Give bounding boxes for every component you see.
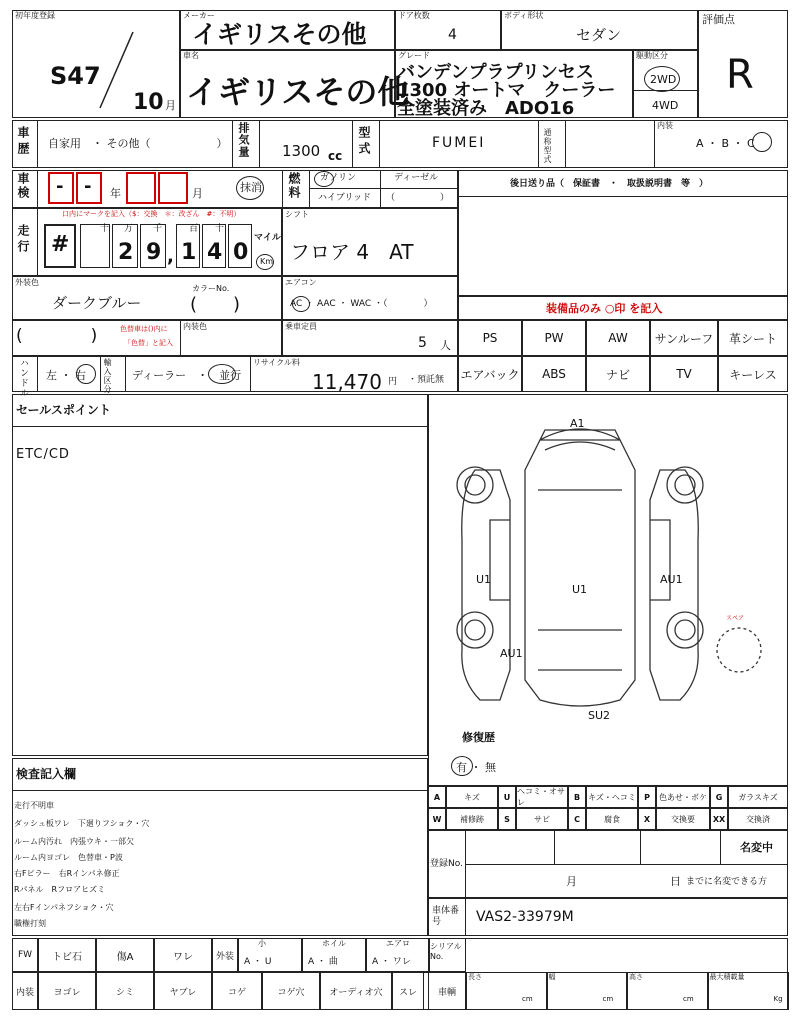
equip-item: ナビ bbox=[586, 356, 650, 392]
grade-label: グレード bbox=[398, 51, 430, 60]
fuel-gas: ガソリン bbox=[320, 173, 357, 183]
first-reg-month: 10 bbox=[133, 90, 164, 115]
color-no-label: カラーNo. bbox=[192, 284, 230, 293]
color-label: 外装色 bbox=[15, 278, 39, 287]
diag-a1: A1 bbox=[570, 417, 585, 430]
mileage-km: Km bbox=[260, 257, 274, 266]
capacity-unit: 人 bbox=[440, 339, 451, 352]
recycle-label: リサイクル料 bbox=[253, 358, 300, 367]
displacement-value: 1300 bbox=[282, 142, 321, 160]
equip-item: TV bbox=[650, 356, 718, 392]
diag-spare: スペア bbox=[726, 615, 745, 622]
int-label: 内装 bbox=[12, 972, 38, 1010]
serial-label: シリアルNo. bbox=[430, 942, 462, 961]
mileage-digit-2: 1 bbox=[181, 240, 197, 265]
fw-item: ワレ bbox=[154, 938, 212, 972]
mileage-digit-1: 9 bbox=[146, 240, 162, 265]
score-label: 評価点 bbox=[702, 13, 735, 26]
fuel-gas-circle bbox=[314, 171, 334, 187]
legend-desc: ガラスキズ bbox=[728, 786, 788, 808]
mileage-km-circle bbox=[256, 254, 274, 270]
insp-expired: 抹消 bbox=[240, 181, 262, 194]
mileage-digit-4: 0 bbox=[233, 240, 249, 265]
diag-u1-center: U1 bbox=[572, 583, 588, 596]
interior-paren: ( ) bbox=[16, 326, 98, 346]
ext-val: A ・ ワレ bbox=[372, 957, 411, 967]
size-unit: Kg bbox=[773, 995, 783, 1003]
mileage-hash: # bbox=[51, 232, 70, 257]
aircon-ac-circle bbox=[292, 296, 310, 312]
capacity-value: 5 bbox=[418, 335, 427, 351]
fuel-label: 燃料 bbox=[287, 172, 301, 200]
legend-code: A bbox=[428, 786, 446, 808]
note-line-5: Rパネル Rフロアヒズミ bbox=[14, 885, 106, 894]
recycle-value: 11,470 bbox=[312, 370, 382, 394]
drive-label: 駆動区分 bbox=[636, 51, 668, 60]
handle-right-circle bbox=[76, 364, 96, 384]
recycle-unit: 円 bbox=[388, 377, 398, 387]
mileage-note: 口内にマークを記入（$：交換 ＊：改ざん #：不明） bbox=[62, 210, 241, 218]
aircon-value: AC ・ AAC ・ WAC ・（ ） bbox=[290, 299, 433, 309]
ext-head: ホイル bbox=[322, 939, 346, 948]
diag-u1-left: U1 bbox=[476, 573, 492, 586]
int-item: コゲ穴 bbox=[262, 972, 320, 1010]
grade-line2: 1300 オートマ クーラー bbox=[397, 80, 616, 101]
reg-day: 日 bbox=[670, 875, 681, 888]
import-label: 輸入区分 bbox=[103, 358, 112, 394]
size-unit: cm bbox=[683, 995, 694, 1003]
notes-title-divider bbox=[12, 790, 428, 791]
inspection-label: 車検 bbox=[16, 172, 30, 200]
color-change-note2: 「色替」と記入 bbox=[124, 339, 173, 347]
insp-d1: - bbox=[56, 176, 64, 197]
doors-value: 4 bbox=[448, 27, 457, 43]
sales-text: ETC/CD bbox=[16, 447, 70, 462]
mileage-mile: マイル bbox=[254, 233, 281, 243]
color-value: ダークブルー bbox=[52, 294, 142, 312]
drive-divider bbox=[633, 90, 698, 91]
interior-grades: A ・ B ・ C bbox=[696, 137, 755, 150]
chassis-value: VAS2-33979M bbox=[476, 909, 574, 925]
legend-code: W bbox=[428, 808, 446, 830]
reg-month: 月 bbox=[566, 875, 577, 888]
mileage-comma: , bbox=[167, 246, 174, 267]
equip-item: PW bbox=[522, 320, 586, 356]
legend-desc: キズ bbox=[446, 786, 498, 808]
interior-label: 内装 bbox=[657, 121, 673, 130]
handle-label: ハンドル bbox=[18, 358, 28, 398]
usage-value: 自家用 ・ その他（ ） bbox=[48, 137, 228, 150]
unit-1k: 千 bbox=[153, 224, 163, 234]
ext-label: 外装 bbox=[212, 938, 238, 972]
size-unit: cm bbox=[602, 995, 614, 1003]
repair-value: 有 ・ 無 bbox=[456, 761, 496, 774]
size-unit: cm bbox=[522, 995, 533, 1003]
doors-label: ドア枚数 bbox=[398, 11, 430, 20]
shift-value: フロア 4 AT bbox=[290, 240, 414, 264]
handle-value: 左 ・ 右 bbox=[46, 369, 86, 382]
unit-10: 十 bbox=[100, 224, 110, 234]
note-line-4: 右Fピラー 右Rインパネ修正 bbox=[14, 869, 120, 878]
diag-au1-left: AU1 bbox=[500, 647, 523, 660]
legend-desc: 補修跡 bbox=[446, 808, 498, 830]
legend-desc: サビ bbox=[516, 808, 568, 830]
reg-deadline: までに名変できる方 bbox=[686, 877, 768, 887]
drive-2wd-circle bbox=[644, 66, 680, 92]
maker-value: イギリスその他 bbox=[192, 20, 367, 49]
sales-title: セールスポイント bbox=[16, 403, 111, 417]
note-line-0: 走行不明車 bbox=[14, 801, 54, 810]
reg-label: 登録No. bbox=[430, 859, 463, 869]
model-label: 型式 bbox=[357, 126, 371, 158]
name-change: 名変中 bbox=[740, 841, 773, 854]
int-item: ヨゴレ bbox=[38, 972, 96, 1010]
sales-title-divider bbox=[12, 426, 428, 427]
insp-expired-circle bbox=[236, 176, 264, 200]
note-line-2: ルーム内汚れ 内張ウキ・一部欠 bbox=[14, 837, 134, 846]
capacity-label: 乗車定員 bbox=[285, 322, 317, 331]
note-line-3: ルーム内ヨゴレ 色替車・P波 bbox=[14, 853, 123, 862]
reg-v1 bbox=[554, 830, 555, 864]
recycle-deposit: ・預託無 bbox=[408, 375, 445, 385]
equip-item: ABS bbox=[522, 356, 586, 392]
insp-year-unit: 年 bbox=[110, 187, 121, 200]
note-line-1: ダッシュ板ワレ 下廻りフショク・穴 bbox=[14, 819, 150, 828]
legend-desc: 交換要 bbox=[656, 808, 710, 830]
size-head: 高さ bbox=[629, 973, 643, 981]
legend-desc: ヘコミ・オサレ bbox=[516, 786, 568, 808]
insp-box4 bbox=[158, 172, 188, 204]
fuel-hybrid: ハイブリッド bbox=[318, 193, 372, 203]
insp-box3 bbox=[126, 172, 156, 204]
interior-c-circle bbox=[752, 132, 772, 152]
int-item: オーディオ穴 bbox=[320, 972, 392, 1010]
int-item: ヤブレ bbox=[154, 972, 212, 1010]
fuel-vert-line bbox=[380, 170, 381, 208]
equip-title: 装備品のみ ○印 を記入 bbox=[546, 302, 663, 315]
month-unit: 月 bbox=[165, 99, 176, 112]
ext-head: エアロ bbox=[386, 939, 410, 948]
ext-head: 小 bbox=[258, 939, 266, 948]
legend-code: U bbox=[498, 786, 516, 808]
history-label: 車歴 bbox=[16, 126, 30, 158]
legend-code: C bbox=[568, 808, 586, 830]
mileage-digit-3: 4 bbox=[207, 240, 223, 265]
note-line-7: 職権打刻 bbox=[14, 919, 46, 928]
legend-code: B bbox=[568, 786, 586, 808]
legend-desc: 色あせ・ボケ bbox=[656, 786, 710, 808]
insp-d2: - bbox=[84, 176, 92, 197]
legend-code: X bbox=[638, 808, 656, 830]
equip-item: 革シート bbox=[718, 320, 788, 356]
displacement-label: 排気量 bbox=[237, 122, 250, 158]
equip-item: サンルーフ bbox=[650, 320, 718, 356]
fuel-other: （ ） bbox=[386, 193, 450, 203]
drive-2wd: 2WD bbox=[650, 73, 677, 86]
body-value: セダン bbox=[576, 26, 622, 44]
docs-label: 後日送り品（ 保証書 ・ 取扱説明書 等 ） bbox=[510, 179, 709, 189]
size-head: 幅 bbox=[548, 973, 556, 981]
interior-color-label: 内装色 bbox=[183, 322, 207, 331]
size-cell bbox=[547, 972, 628, 1010]
import-parallel-circle bbox=[208, 364, 236, 384]
fw-item: トビ石 bbox=[38, 938, 96, 972]
equip-item: エアバック bbox=[458, 356, 522, 392]
cc-unit: cc bbox=[328, 149, 343, 163]
aircon-label: エアコン bbox=[285, 278, 317, 287]
legend-code: P bbox=[638, 786, 656, 808]
legend-desc: 腐食 bbox=[586, 808, 638, 830]
legend-code: XX bbox=[710, 808, 728, 830]
fw-item: 傷A bbox=[96, 938, 154, 972]
unit-10k: 万 bbox=[124, 224, 134, 234]
unit-10b: 十 bbox=[215, 224, 225, 234]
legend-desc: 交換済 bbox=[728, 808, 788, 830]
import-value: ディーラー ・ 並行 bbox=[132, 369, 242, 382]
diag-au1-right: AU1 bbox=[660, 573, 683, 586]
common-model-label: 通称型式 bbox=[543, 128, 552, 164]
insp-month-unit: 月 bbox=[192, 187, 203, 200]
color-change-note1: 色替車は()内に bbox=[120, 325, 168, 333]
docs-divider bbox=[458, 196, 788, 197]
sales-frame bbox=[12, 394, 428, 756]
int-item: スレ bbox=[392, 972, 424, 1010]
unit-100: 百 bbox=[189, 224, 199, 234]
int-item: コゲ bbox=[212, 972, 262, 1010]
repair-label: 修復歴 bbox=[462, 731, 495, 744]
mileage-label: 走行 bbox=[16, 224, 30, 256]
car-diagram bbox=[430, 400, 786, 720]
first-reg-label: 初年度登録 bbox=[15, 11, 55, 20]
first-reg-year: S47 bbox=[50, 62, 101, 90]
ext-val: A ・ U bbox=[244, 957, 272, 967]
grade-line3: 全塗装済み ADO16 bbox=[397, 98, 575, 119]
grade-line1: バンデンプラプリンセス bbox=[397, 62, 594, 83]
body-label: ボディ形状 bbox=[504, 11, 544, 20]
repair-yes-circle bbox=[451, 756, 473, 776]
reg-mid bbox=[466, 864, 788, 865]
reg-v2 bbox=[640, 830, 641, 864]
size-head: 長さ bbox=[468, 973, 482, 981]
chassis-label: 車体番号 bbox=[432, 906, 460, 927]
model-value: FUMEI bbox=[432, 135, 486, 151]
fuel-diesel: ディーゼル bbox=[394, 173, 439, 183]
fw-label: FW bbox=[12, 938, 38, 972]
ext-val: A ・ 曲 bbox=[308, 957, 338, 967]
shift-label: シフト bbox=[285, 210, 309, 219]
int-item: シミ bbox=[96, 972, 154, 1010]
reg-v3 bbox=[720, 830, 721, 864]
maker-label: メーカー bbox=[183, 11, 215, 20]
fuel-mid-line bbox=[310, 188, 458, 189]
drive-4wd: 4WD bbox=[652, 99, 679, 112]
equip-item: キーレス bbox=[718, 356, 788, 392]
equip-item: AW bbox=[586, 320, 650, 356]
note-line-6: 左右Fインパネフショク・穴 bbox=[14, 903, 114, 912]
notes-title: 検査記入欄 bbox=[16, 767, 77, 781]
legend-desc: キズ・ヘコミ bbox=[586, 786, 638, 808]
legend-code: S bbox=[498, 808, 516, 830]
diag-su2: SU2 bbox=[588, 709, 611, 722]
car-name-label: 車名 bbox=[183, 51, 199, 60]
equip-item: PS bbox=[458, 320, 522, 356]
car-name-value: イギリスその他 bbox=[186, 73, 410, 111]
legend-code: G bbox=[710, 786, 728, 808]
score-value: R bbox=[726, 52, 754, 98]
size-label: 車輌 bbox=[428, 972, 466, 1010]
color-no-value: ( ) bbox=[190, 294, 241, 315]
size-head: 最大積載量 bbox=[709, 973, 745, 981]
mileage-digit-0: 2 bbox=[118, 240, 134, 265]
